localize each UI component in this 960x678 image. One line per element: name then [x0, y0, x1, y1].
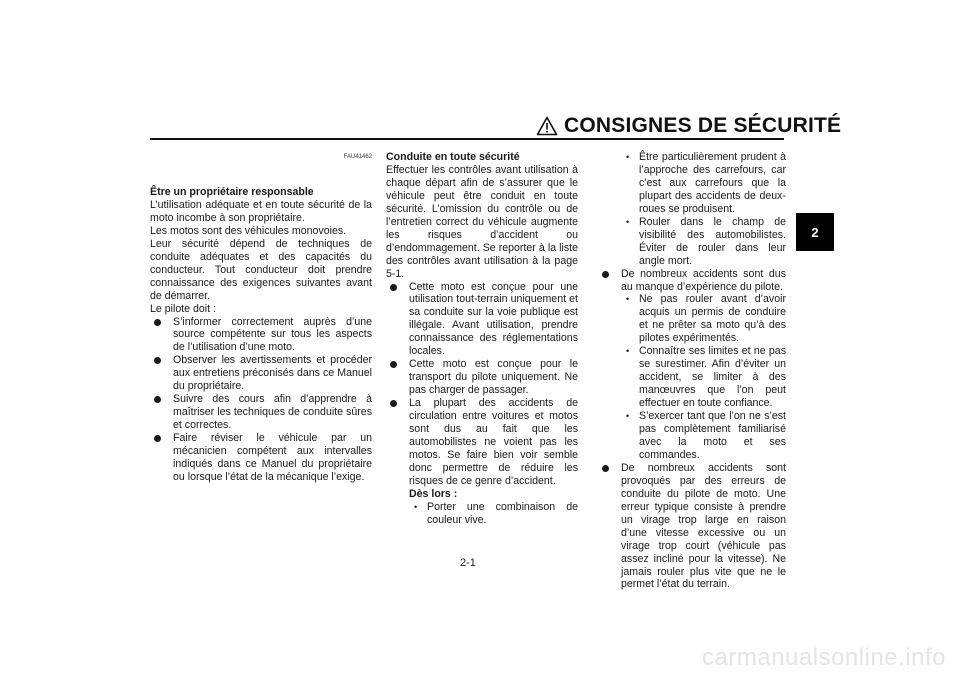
bullet-list — [150, 316, 372, 484]
warning-triangle-icon — [536, 116, 558, 136]
paragraph: Les motos sont des véhicules monovoies. — [150, 224, 347, 237]
column-3 — [598, 151, 786, 591]
section-heading-safe-riding: Conduite en toute sécurité — [386, 151, 520, 163]
list-item: La plupart des accidents de circulation entre voitures et motos sont dus au fait que les automobilistes ne voient pas les motos. Se faire bien voir semble donc permettre de réduire les risques de ce genre d’accident. — [386, 397, 578, 488]
paragraph: L’utilisation adéquate et en toute sécurité de la moto incombe à son propriétaire. — [150, 198, 372, 224]
bullet-list — [598, 462, 786, 592]
sub-list-item: • Rouler dans le champ de visibilité des automobilistes. Éviter de rouler dans leur angle mort. — [621, 216, 786, 268]
column-2 — [386, 151, 578, 527]
list-item: De nombreux accidents sont dus au manque d’expérience du pilote. — [598, 268, 786, 294]
sub-list-item: • S’exercer tant que l’on ne s’est pas complètement familiarisé avec la moto et ses commandes. — [621, 410, 786, 462]
chapter-tab[interactable]: 2 — [796, 213, 834, 251]
sub-list-item: • Être particulièrement prudent à l’approche des carrefours, car c’est aux carrefours que la plupart des accidents de deux-roues se produisent. — [621, 151, 786, 216]
list-item: Suivre des cours afin d’apprendre à maîtriser les techniques de conduite sûres et correctes. — [150, 393, 372, 432]
list-item: Cette moto est conçue pour le transport du pilote uniquement. Ne pas charger de passager. — [386, 358, 578, 397]
list-item: Observer les avertissements et procéder aux entretiens préconisés dans ce Manuel du propriétaire. — [150, 354, 372, 393]
header-rule — [150, 138, 784, 140]
list-item: Faire réviser le véhicule par un mécanicien compétent aux intervalles indiqués dans ce Manuel du propriétaire ou lorsque l’état de la mécanique l’exige. — [150, 432, 372, 484]
section-heading-owner: Être un propriétaire responsable — [150, 186, 314, 198]
page-number: 2-1 — [460, 557, 476, 569]
watermark: carmanualsonline.info — [702, 644, 946, 671]
sub-list-item: • Porter une combinaison de couleur vive. — [409, 501, 578, 527]
sub-list-item: • Ne pas rouler avant d’avoir acquis un permis de conduire et ne prêter sa moto qu’à des pilotes expérimentés. — [621, 293, 786, 345]
sub-list-item: • Connaître ses limites et ne pas se surestimer. Afin d’éviter un accident, se limiter à des manœuvres que l’on peut effectuer en toute confiance. — [621, 345, 786, 410]
page-header — [536, 114, 841, 138]
paragraph: Effectuer les contrôles avant utilisation à chaque départ afin de s’assurer que le véhicule peut être conduit en toute sécurité. L’omission du contrôle ou de l’entretien correct du véhicule augmente les risques d’accident ou d’endommagement. Se reporter à la liste des contrôles avant utilisation à la page 5-1. — [386, 163, 578, 280]
list-item: S’informer correctement auprès d’une source compétente sur tous les aspects de l’utilisation d’une moto. — [150, 316, 372, 355]
paragraph: Leur sécurité dépend de techniques de conduite adéquates et des capacités du conducteur. Tout conducteur doit prendre connaissance des exigences suivantes avant de démarrer. — [150, 237, 372, 302]
bullet-list — [598, 268, 786, 294]
section-code: FAU41462 — [343, 154, 372, 160]
list-item: De nombreux accidents sont provoqués par des erreurs de conduite du pilote de moto. Une erreur typique consiste à prendre un virage trop large en raison d’une vitesse excessive ou un virage trop court (véhicule pas assez incliné pour la vitesse). Ne jamais rouler plus vite que ne le permet l’état du terrain. — [598, 462, 786, 592]
list-item: Cette moto est conçue pour une utilisation tout-terrain uniquement et sa conduite sur la voie publique est illégale. Avant utilisation, prendre connaissance des réglementations locales. — [386, 281, 578, 359]
page-title: CONSIGNES DE SÉCURITÉ — [564, 114, 842, 137]
sub-list — [598, 293, 786, 461]
subheading: Dès lors : — [409, 487, 458, 500]
sub-list — [386, 501, 578, 527]
sub-list — [598, 151, 786, 268]
bullet-list — [386, 281, 578, 488]
paragraph: Le pilote doit : — [150, 302, 216, 315]
column-1 — [150, 151, 372, 484]
